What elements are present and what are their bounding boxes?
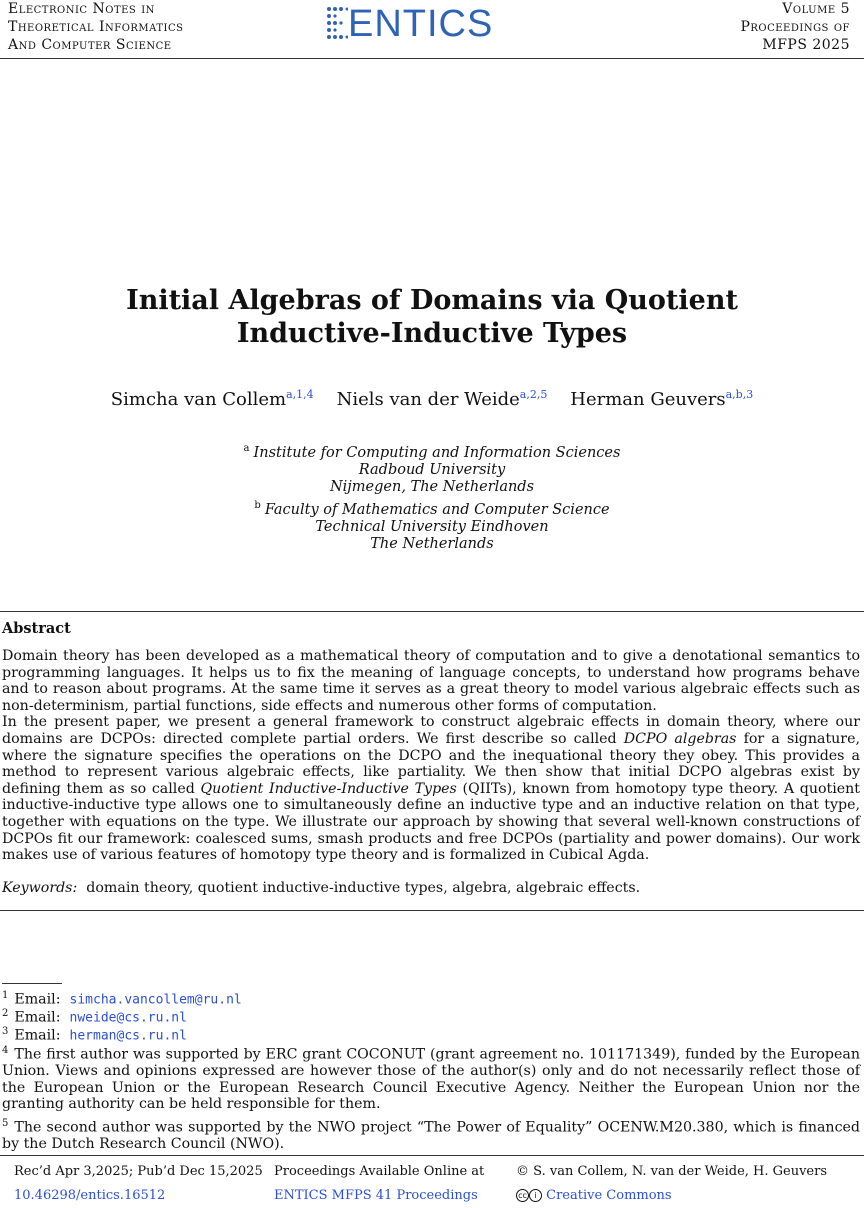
proceedings-link[interactable]: ENTICS MFPS 41 Proceedings [274,1188,478,1203]
copyright-icon: © [516,1164,529,1179]
footnote-4 [2,1043,860,1112]
email-link[interactable]: herman@cs.ru.nl [69,1028,187,1044]
abstract-bottom-rule [0,910,864,911]
author-marks[interactable]: a,2,5 [519,388,548,401]
journal-name-line: And Computer Science [8,37,172,53]
logo-text: ENTICS [348,3,494,45]
author-list [0,388,864,410]
footnote-label: Email: [14,1027,61,1044]
abstract-top-rule [0,611,864,612]
logo-dots-icon [326,6,348,42]
abstract-body [2,648,860,864]
keywords-label: Keywords: [2,880,78,896]
volume-info [740,0,850,54]
footnote-5 [2,1116,860,1153]
abstract-text: (QIITs), known from homotopy type theory. A quotient inductive-inductive type allows one to simultaneously define an inductive type and an inductive relation on that type, together with equations on the type. We illustrate our approach by showing that several well-known constructions of DCPOs fit our framework: coalesced sums, smash products and free DCPOs (partiality and power domains). Our work makes use of various features of homotopy type theory and is formalized in Cubical Agda. [2,780,860,864]
affiliation-line: Radboud University [358,461,506,478]
footer-rule [0,1155,864,1156]
keywords [2,880,640,896]
journal-name-line: Electronic Notes in [8,1,155,17]
affiliation-line: Technical University Eindhoven [315,518,549,535]
affiliation-line: Institute for Computing and Information Sciences [253,444,621,461]
author-name: Herman Geuvers [570,389,726,410]
author-marks[interactable]: a,b,3 [725,388,754,401]
affiliation-mark: a [243,443,250,454]
author-marks[interactable]: a,1,4 [286,388,314,401]
footnote-number: 3 [2,1026,9,1037]
journal-name-line: Theoretical Informatics [8,19,184,35]
footnote-label: Email: [14,1009,61,1026]
keywords-text: domain theory, quotient inductive-inductive types, algebra, algebraic effects. [86,880,641,896]
footer-copyright [516,1160,827,1208]
affiliation-a [0,440,864,496]
abstract-emphasis: DCPO algebras [623,730,737,747]
title-line: Inductive-Inductive Types [236,318,628,349]
affiliation-mark: b [254,500,261,511]
affiliation-line: Nijmegen, The Netherlands [329,478,535,495]
volume-line: Proceedings of [740,19,850,35]
doi-link[interactable]: 10.46298/entics.16512 [14,1188,166,1203]
footer-dates [14,1160,263,1208]
cc-by-icon: i [529,1189,542,1202]
affiliation-b [0,497,864,553]
author-name: Simcha van Collem [110,389,287,410]
email-link[interactable]: simcha.vancollem@ru.nl [69,992,242,1008]
footnote-rule [2,983,62,984]
abstract-paragraph: Domain theory has been developed as a mathematical theory of computation and to give a denotational semantics to programming languages. It helps us to fix the meaning of language concepts, to understand how programs behave and to reason about programs. At the same time it serves as a great theory to model various algebraic effects such as non-determinism, partial functions, side effects and numerous other forms of computation. [2,648,860,714]
footnote-number: 4 [2,1045,9,1056]
header-rule [0,58,864,59]
footnote-number: 1 [2,990,9,1001]
journal-name [8,0,183,54]
entics-logo [326,4,493,44]
copyright-text: S. van Collem, N. van der Weide, H. Geuvers [533,1164,827,1179]
abstract-paragraph [2,714,860,863]
footnote-text: The first author was supported by ERC grant COCONUT (grant agreement no. 101171349), funded by the European Union. Views and opinions expressed are however those of the author(s) only and do not necessarily reflect those of the European Union or the European Research Council Executive Agency. Neither the European Union nor the granting authority can be held responsible for them. [2,1046,860,1112]
abstract-emphasis: Quotient Inductive-Inductive Types [200,780,457,797]
proceedings-label: Proceedings Available Online at [274,1164,485,1179]
license-link[interactable]: Creative Commons [546,1188,672,1203]
volume-line: MFPS 2025 [762,37,850,53]
paper-title [0,284,864,350]
email-link[interactable]: nweide@cs.ru.nl [69,1010,187,1026]
footnote-text: The second author was supported by the NWO project “The Power of Equality” OCENW.M20.380, which is financed by the Dutch Research Council (NWO). [2,1119,860,1153]
title-line: Initial Algebras of Domains via Quotient [126,285,738,316]
footnote-number: 2 [2,1008,9,1019]
footer-proceedings [274,1160,484,1208]
affiliation-line: The Netherlands [370,535,494,552]
abstract-text: In the present paper, we present a general framework to construct algebraic effects in domain theory, where our domains are DCPOs: directed complete partial orders. We first describe so called [2,714,860,747]
footnote-3 [2,1024,860,1045]
received-published: Rec’d Apr 3,2025; Pub’d Dec 15,2025 [14,1164,263,1179]
abstract-text: for a signature, where the signature specifies the operations on the DCPO and the inequational theory they obey. This provides a method to represent various algebraic effects, like partiality. We then show that initial DCPO algebras exist by defining them as so called [2,730,860,797]
cc-icon: cc [516,1189,529,1202]
footnote-number: 5 [2,1118,9,1129]
author-name: Niels van der Weide [336,389,520,410]
footnote-label: Email: [14,991,61,1008]
abstract-heading: Abstract [2,620,71,637]
affiliation-line: Faculty of Mathematics and Computer Science [264,501,610,518]
volume-line: Volume 5 [782,1,850,17]
